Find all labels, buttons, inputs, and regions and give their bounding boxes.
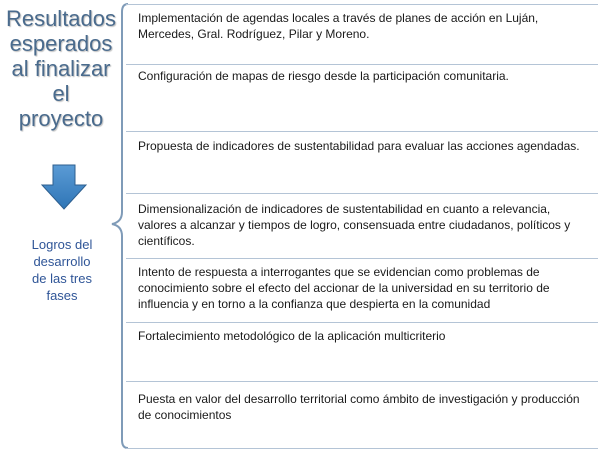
result-item: Implementación de agendas locales a través de planes de acción en Luján, Mercedes, Gral. Rodríguez, Pilar y Moreno. <box>138 11 539 41</box>
title-line: Resultados <box>5 6 117 31</box>
left-brace <box>100 0 130 453</box>
result-item: Puesta en valor del desarrollo territorial como ámbito de investigación y producción de conocimientos <box>138 392 580 422</box>
title-line: proyecto <box>18 106 104 131</box>
title-line: el <box>52 81 70 106</box>
subtitle-line: fases <box>46 288 78 303</box>
title-line: esperados <box>9 31 113 56</box>
divider <box>126 193 598 194</box>
result-item: Propuesta de indicadores de sustentabilidad para evaluar las acciones agendadas. <box>138 139 580 153</box>
subtitle-line: de las tres <box>32 271 92 286</box>
divider <box>126 448 598 449</box>
divider <box>126 64 598 65</box>
result-item: Fortalecimiento metodológico de la aplicación multicriterio <box>138 329 446 343</box>
divider <box>126 4 598 5</box>
divider <box>126 381 598 382</box>
result-item: Intento de respuesta a interrogantes que se evidencian como problemas de conocimiento sobre el efecto del accionar de la universidad en su territorio de influencia y en torno a la confianza que despierta en la comunidad <box>138 265 550 311</box>
divider <box>126 131 598 132</box>
down-arrow-icon <box>40 164 88 210</box>
subtitle-line: desarrollo <box>33 254 91 269</box>
subtitle-line: Logros del <box>31 237 93 252</box>
divider <box>126 322 598 323</box>
title-line: al finalizar <box>11 56 111 81</box>
result-item: Dimensionalización de indicadores de sustentabilidad en cuanto a relevancia, valores a alcanzar y tiempos de logro, consensuada entre ciudadanos, políticos y científicos. <box>138 202 571 248</box>
result-item: Configuración de mapas de riesgo desde la participación comunitaria. <box>138 69 509 83</box>
divider <box>126 258 598 259</box>
